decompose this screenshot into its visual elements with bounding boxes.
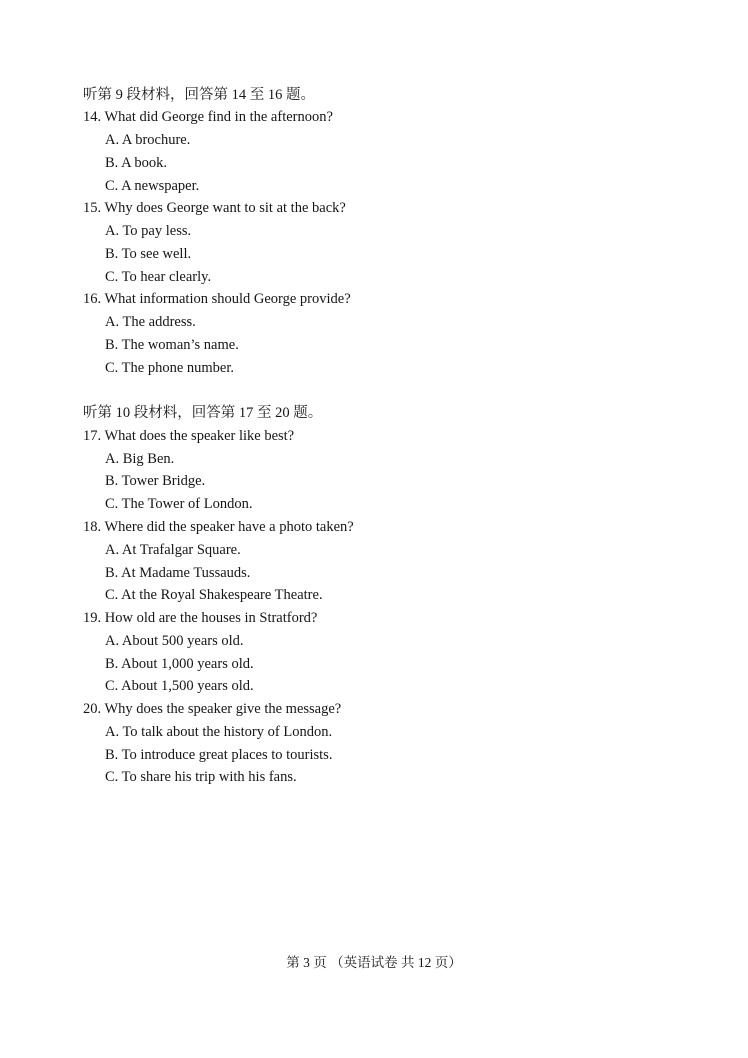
answer-option: B. A book. [105, 155, 168, 171]
answer-option: C. At the Royal Shakespeare Theatre. [105, 587, 323, 603]
answer-option: C. A newspaper. [105, 178, 200, 194]
page-footer: 第 3 页 （英语试卷 共 12 页） [286, 955, 462, 970]
answer-option: C. To hear clearly. [105, 269, 212, 285]
answer-option: A. To pay less. [105, 223, 192, 239]
answer-option: B. At Madame Tussauds. [105, 565, 251, 581]
question-stem: 16. What information should George provide? [83, 291, 351, 307]
answer-option: B. Tower Bridge. [105, 473, 206, 489]
section-heading: 听第 10 段材料，回答第 17 至 20 题。 [83, 405, 323, 421]
question-stem: 19. How old are the houses in Stratford? [83, 610, 318, 626]
answer-option: B. The woman’s name. [105, 337, 239, 353]
answer-option: A. Big Ben. [105, 451, 175, 467]
answer-option: A. The address. [105, 314, 196, 330]
question-stem: 17. What does the speaker like best? [83, 428, 295, 444]
question-stem: 18. Where did the speaker have a photo taken? [83, 519, 354, 535]
answer-option: A. To talk about the history of London. [105, 724, 333, 740]
answer-option: A. At Trafalgar Square. [105, 542, 241, 558]
answer-option: C. The phone number. [105, 360, 235, 376]
answer-option: A. About 500 years old. [105, 633, 244, 649]
answer-option: B. About 1,000 years old. [105, 656, 254, 672]
answer-option: C. To share his trip with his fans. [105, 769, 297, 785]
answer-option: C. About 1,500 years old. [105, 678, 254, 694]
question-stem: 14. What did George find in the afternoon? [83, 109, 333, 125]
answer-option: C. The Tower of London. [105, 496, 253, 512]
answer-option: A. A brochure. [105, 132, 191, 148]
question-stem: 20. Why does the speaker give the message? [83, 701, 342, 717]
question-stem: 15. Why does George want to sit at the back? [83, 200, 346, 216]
section-heading: 听第 9 段材料，回答第 14 至 16 题。 [83, 87, 315, 103]
answer-option: B. To see well. [105, 246, 192, 262]
answer-option: B. To introduce great places to tourists. [105, 747, 333, 763]
